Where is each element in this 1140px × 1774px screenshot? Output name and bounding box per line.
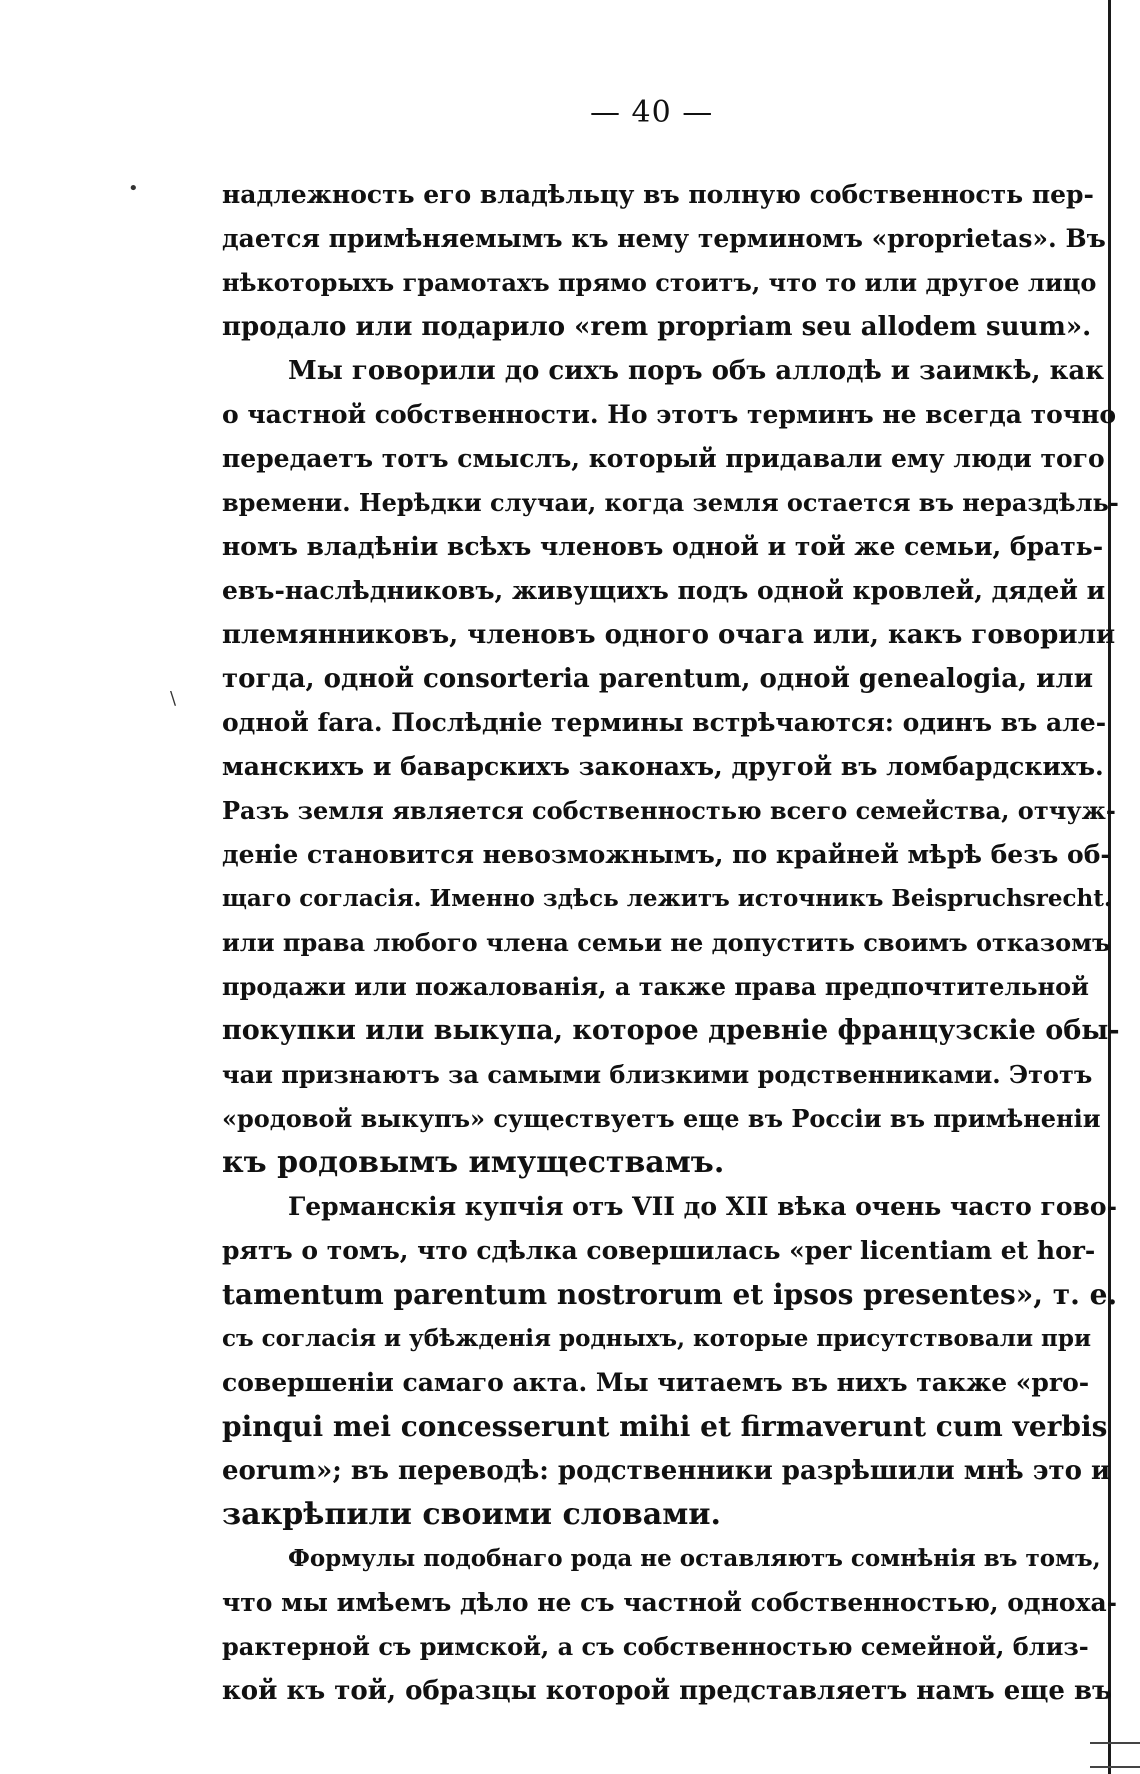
text-line: покупки или выкупа, которое древніе французскіе обы- [222, 1015, 1120, 1046]
text-line: евъ-наслѣдниковъ, живущихъ подъ одной кровлей, дядей и [222, 576, 1106, 605]
text-line: о частной собственности. Но этотъ терминъ не всегда точно [222, 400, 1117, 429]
text-line: деніе становится невозможнымъ, по крайней мѣрѣ безъ об- [222, 840, 1111, 869]
text-line: продажи или пожалованія, а также права предпочтительной [222, 972, 1089, 1001]
page-number: — 40 — [590, 95, 714, 130]
text-line: eorum»; въ переводѣ: родственники разрѣшили мнѣ это и [222, 1456, 1111, 1486]
text-line: передаетъ тотъ смыслъ, который придавали ему люди того [222, 444, 1105, 473]
text-line: щаго согласія. Именно здѣсь лежитъ источникъ Beispruchsrecht. [222, 885, 1112, 912]
text-line: рактерной съ римской, а съ собственностью семейной, близ- [222, 1632, 1089, 1661]
text-line: одной fara. Послѣдніе термины встрѣчаются: одинъ въ але- [222, 708, 1107, 737]
text-line: къ родовымъ имуществамъ. [222, 1145, 725, 1180]
text-line: или права любого члена семьи не допустить своимъ отказомъ [222, 928, 1111, 957]
bottom-rule [1090, 1742, 1140, 1744]
margin-mark: • [128, 178, 139, 199]
text-line: тогда, одной consorteria parentum, одной genealogia, или [222, 664, 1094, 694]
text-line: чаи признаютъ за самыми близкими родственниками. Этотъ [222, 1060, 1093, 1089]
text-line: номъ владѣніи всѣхъ членовъ одной и той же семьи, брать- [222, 532, 1104, 561]
text-line: Разъ земля является собственностью всего семейства, отчуж- [222, 796, 1116, 825]
text-line: Формулы подобнаго рода не оставляютъ сомнѣнія въ томъ, [288, 1545, 1101, 1572]
text-line: Мы говорили до сихъ поръ объ аллодѣ и заимкѣ, как [288, 356, 1104, 386]
text-line: нѣкоторыхъ грамотахъ прямо стоитъ, что то или другое лицо [222, 268, 1097, 297]
text-line: продало или подарило «rem propriam seu allodem suum». [222, 312, 1092, 342]
text-line: кой къ той, образцы которой представляетъ намъ еще въ [222, 1676, 1112, 1706]
text-line: манскихъ и баварскихъ законахъ, другой въ ломбардскихъ. [222, 752, 1104, 781]
text-line: pinqui mei concesserunt mihi et firmaverunt cum verbis [222, 1410, 1108, 1443]
text-line: съ согласія и убѣжденія родныхъ, которые присутствовали при [222, 1325, 1092, 1352]
text-line: «родовой выкупъ» существуетъ еще въ Россіи въ примѣненіи [222, 1104, 1101, 1133]
text-line: совершеніи самаго акта. Мы читаемъ въ нихъ также «pro- [222, 1368, 1090, 1397]
text-line: времени. Нерѣдки случаи, когда земля остается въ нераздѣль- [222, 488, 1119, 517]
margin-mark: \ [170, 688, 177, 709]
text-line: дается примѣняемымъ къ нему терминомъ «proprietas». Въ [222, 224, 1106, 253]
text-line: Германскія купчія отъ VII до XII вѣка очень часто гово- [288, 1192, 1117, 1221]
text-line: tamentum parentum nostrorum et ipsos presentes», т. е. [222, 1278, 1118, 1311]
text-line: что мы имѣемъ дѣло не съ частной собственностью, одноха- [222, 1588, 1118, 1617]
text-line: рятъ о томъ, что сдѣлка совершилась «per licentiam et hor- [222, 1236, 1096, 1265]
text-line: племянниковъ, членовъ одного очага или, какъ говорили [222, 620, 1116, 650]
text-line: надлежность его владѣльцу въ полную собственность пер- [222, 180, 1094, 209]
text-line: закрѣпили своими словами. [222, 1497, 721, 1532]
bottom-rule [1090, 1766, 1140, 1768]
